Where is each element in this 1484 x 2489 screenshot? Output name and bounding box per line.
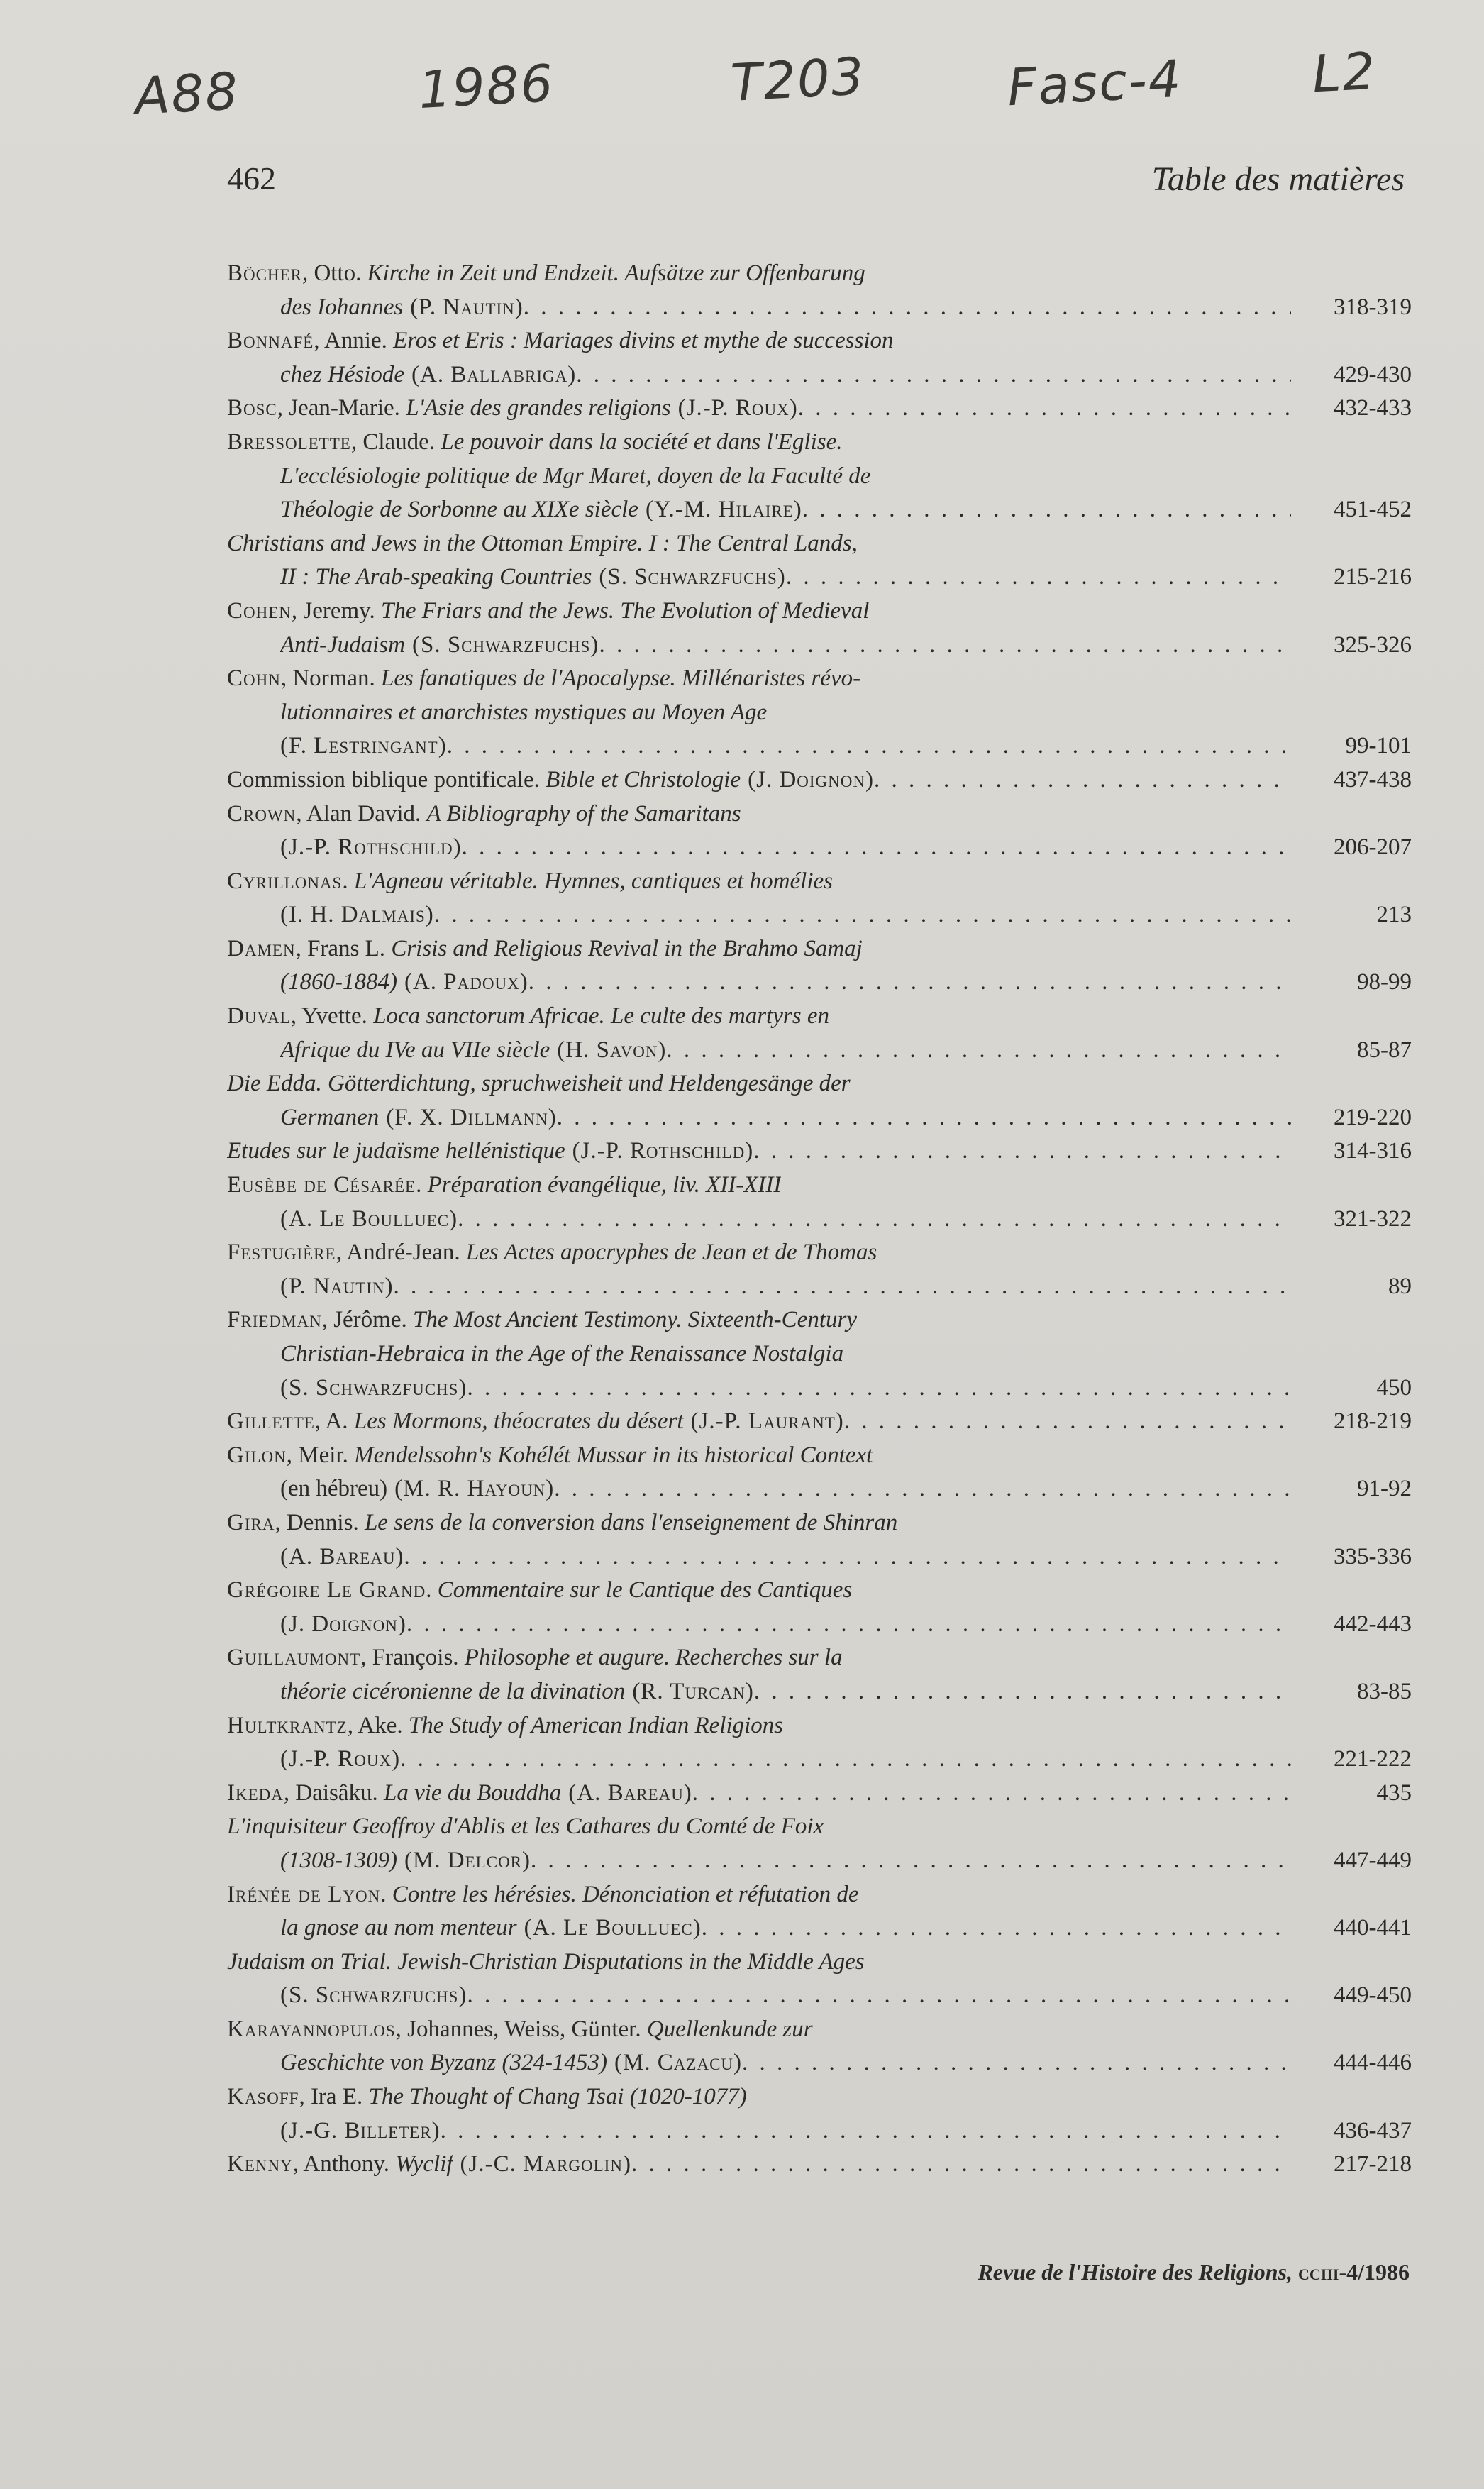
reviewer: (J.-P. Rothschild) (572, 1138, 754, 1164)
page-range: 435 (1376, 1779, 1412, 1806)
page-range: 432-433 (1334, 395, 1412, 421)
page-range: 83-85 (1357, 1678, 1412, 1704)
author-detail: , Yvette. (290, 1003, 374, 1030)
book-title: théorie cicéronienne de la divination (280, 1678, 626, 1704)
dot-leader (458, 1203, 1291, 1237)
author-detail: , Claude. (350, 429, 441, 455)
author-detail: , Frans L. (295, 935, 392, 961)
reviewer: (S. Schwarzfuchs) (411, 631, 599, 658)
toc-entry (227, 1810, 1412, 1877)
author-name: Duval (227, 1003, 291, 1030)
book-title: La vie du Bouddha (384, 1779, 562, 1806)
author-detail: , Jeremy. (291, 597, 382, 624)
reviewer: (H. Savon) (557, 1037, 667, 1063)
page-range: 321-322 (1334, 1205, 1412, 1232)
dot-leader (802, 493, 1291, 527)
book-title: Afrique du IVe au VIIe siècle (280, 1037, 550, 1063)
toc-entry (227, 865, 1412, 932)
page-range: 215-216 (1334, 564, 1412, 590)
book-title: Les Actes apocryphes de Jean et de Thomas (465, 1240, 877, 1266)
author-detail: , André-Jean. (336, 1240, 466, 1266)
book-title: Geschichte von Byzanz (324-1453) (280, 2050, 607, 2076)
reviewer: (F. Lestringant) (280, 733, 447, 759)
toc-entry (227, 1236, 1412, 1303)
book-title: L'ecclésiologie politique de Mgr Maret, doyen de la Faculté de (280, 463, 871, 489)
toc-entry (227, 1641, 1412, 1709)
author-detail: . (426, 1577, 438, 1604)
author-name: Grégoire Le Grand (227, 1577, 426, 1604)
table-of-contents (227, 257, 1412, 2182)
book-title: Le sens de la conversion dans l'enseignement de Shinran (364, 1509, 898, 1535)
dot-leader (394, 1270, 1291, 1304)
page-number: 462 (227, 160, 276, 197)
author-detail: , Norman. (280, 666, 381, 692)
page-range: 85-87 (1357, 1037, 1412, 1063)
toc-entry (227, 798, 1412, 865)
author-name: Kenny (227, 2151, 293, 2178)
dot-leader (844, 1405, 1291, 1439)
author-detail: , Jérôme. (321, 1307, 413, 1333)
author-detail: . (342, 868, 354, 894)
page-range: 440-441 (1334, 1915, 1412, 1941)
book-title: Mendelssohn's Kohélét Mussar in its historical Context (354, 1442, 873, 1468)
author-name: Gilon (227, 1442, 287, 1468)
page-range: 221-222 (1334, 1746, 1412, 1772)
author-detail: , Meir. (286, 1442, 355, 1468)
dot-leader (692, 1777, 1291, 1811)
reviewer: (J.-G. Billeter) (280, 2117, 441, 2143)
book-title: Etudes sur le judaïsme hellénistique (227, 1138, 565, 1164)
reviewer: (J.-P. Roux) (677, 395, 798, 421)
book-title: Contre les hérésies. Dénonciation et réfutation de (392, 1881, 859, 1907)
author-name: Gillette (227, 1408, 315, 1435)
running-title: Table des matières (1151, 160, 1405, 198)
dot-leader (666, 1034, 1291, 1068)
author-name: Festugière (227, 1240, 336, 1266)
dot-leader (874, 763, 1291, 798)
reviewer: (J. Doignon) (280, 1611, 406, 1637)
book-title: des Iohannes (280, 294, 404, 320)
dot-leader (524, 291, 1291, 325)
page-range: 450 (1376, 1374, 1412, 1401)
page-range: 89 (1388, 1273, 1412, 1299)
reviewer: (M. Cazacu) (614, 2050, 743, 2076)
book-title: Germanen (280, 1104, 380, 1130)
toc-entry (227, 324, 1412, 392)
page-range: 213 (1376, 902, 1412, 928)
book-title: (1860-1884) (280, 969, 397, 995)
author-name: Böcher (227, 260, 302, 286)
toc-entry (227, 1946, 1412, 2013)
reviewer: (M. R. Hayoun) (394, 1476, 555, 1502)
toc-entry (227, 1000, 1412, 1067)
author-detail: , Anthony. (292, 2151, 396, 2178)
book-title: Philosophe et augure. Recherches sur la (464, 1645, 843, 1671)
book-title: Christian-Hebraica in the Age of the Renaissance Nostalgia (280, 1341, 844, 1367)
reviewer: (A. Bareau) (568, 1779, 692, 1806)
author-name: Crown (227, 800, 297, 827)
reviewer: (S. Schwarzfuchs) (280, 1374, 467, 1401)
journal-name: Revue de l'Histoire des Religions, (978, 2259, 1292, 2285)
book-title: The Thought of Chang Tsai (1020-1077) (368, 2084, 747, 2110)
book-title: Die Edda. Götterdichtung, spruchweisheit und Heldengesänge der (227, 1071, 851, 1097)
author-name: Gira (227, 1509, 275, 1535)
author-name: Cohn (227, 666, 281, 692)
page-range: 99-101 (1345, 733, 1412, 759)
author-name: Cohen (227, 597, 292, 624)
author-name: Hultkrantz (227, 1712, 348, 1738)
page-range: 325-326 (1334, 631, 1412, 658)
toc-entry (227, 595, 1412, 662)
handwritten-note: L2 (1310, 40, 1378, 104)
author-detail: . (380, 1881, 392, 1907)
author-detail: . (416, 1172, 428, 1198)
page-range: 318-319 (1334, 294, 1412, 320)
toc-entry (227, 1506, 1412, 1574)
toc-entry (227, 426, 1412, 527)
author-detail: , Ira E. (299, 2084, 369, 2110)
handwritten-note: A88 (133, 61, 240, 126)
author-name: Irénée de Lyon (227, 1881, 381, 1907)
journal-footer (978, 2259, 1410, 2285)
toc-entry (227, 1405, 1412, 1439)
reviewer: (J.-P. Laurant) (690, 1408, 844, 1435)
page-range: 449-450 (1334, 1982, 1412, 2009)
reviewer: (A. Bareau) (280, 1543, 404, 1569)
book-title: Loca sanctorum Africae. Le culte des martyrs en (373, 1003, 829, 1030)
page-range: 436-437 (1334, 2117, 1412, 2143)
dot-leader (462, 831, 1291, 865)
page-range: 437-438 (1334, 766, 1412, 793)
author-name: Kasoff (227, 2084, 299, 2110)
page-header (227, 160, 1405, 209)
author-name: Bressolette (227, 429, 351, 455)
toc-entry (227, 1574, 1412, 1641)
dot-leader (702, 1911, 1291, 1946)
author-name: Bonnafé (227, 328, 314, 354)
toc-entry (227, 1777, 1412, 1811)
reviewer: (I. H. Dalmais) (280, 902, 434, 928)
book-title: Christians and Jews in the Ottoman Empire. I : The Central Lands, (227, 530, 858, 556)
dot-leader (742, 2046, 1291, 2080)
dot-leader (531, 1844, 1291, 1878)
dot-leader (631, 2148, 1291, 2182)
toc-entry (227, 763, 1412, 798)
reviewer: (Y.-M. Hilaire) (645, 497, 802, 523)
reviewer: (S. Schwarzfuchs) (599, 564, 786, 590)
dot-leader (434, 898, 1291, 932)
author-name: Friedman (227, 1307, 322, 1333)
page-range: 314-316 (1334, 1138, 1412, 1164)
book-title: The Study of American Indian Religions (408, 1712, 784, 1738)
book-title: Préparation évangélique, liv. XII-XIII (427, 1172, 782, 1198)
dot-leader (404, 1540, 1291, 1574)
toc-entry (227, 2148, 1412, 2182)
author-detail: , Daisâku. (283, 1779, 384, 1806)
reviewer: (M. Delcor) (404, 1847, 531, 1873)
dot-leader (576, 358, 1291, 392)
page-range: 98-99 (1357, 969, 1412, 995)
author-detail: (en hébreu) (280, 1476, 388, 1502)
toc-entry (227, 1169, 1412, 1236)
toc-entry (227, 527, 1412, 595)
page-range: 219-220 (1334, 1104, 1412, 1130)
author-detail: , Annie. (314, 328, 394, 354)
toc-entry (227, 1135, 1412, 1169)
book-title: The Most Ancient Testimony. Sixteenth-Century (412, 1307, 857, 1333)
book-title: lutionnaires et anarchistes mystiques au Moyen Age (280, 699, 768, 725)
toc-entry (227, 392, 1412, 426)
book-title: II : The Arab-speaking Countries (280, 564, 592, 590)
page-range: 442-443 (1334, 1611, 1412, 1637)
book-title: (1308-1309) (280, 1847, 397, 1873)
toc-entry (227, 2013, 1412, 2080)
toc-entry (227, 1709, 1412, 1777)
author-name: Guillaumont (227, 1645, 361, 1671)
dot-leader (554, 1472, 1291, 1506)
book-title: Théologie de Sorbonne au XIXe siècle (280, 497, 638, 523)
book-title: Les fanatiques de l'Apocalypse. Millénaristes révo- (380, 666, 861, 692)
page-range: 335-336 (1334, 1543, 1412, 1569)
reviewer: (P. Nautin) (280, 1273, 394, 1299)
book-title: The Friars and the Jews. The Evolution of Medieval (381, 597, 870, 624)
book-title: Kirche in Zeit und Endzeit. Aufsätze zur Offenbarung (367, 260, 865, 286)
reviewer: (S. Schwarzfuchs) (280, 1982, 467, 2009)
page-range: 429-430 (1334, 361, 1412, 387)
reviewer: (A. Le Boulluec) (280, 1205, 458, 1232)
reviewer: (F. X. Dillmann) (386, 1104, 557, 1130)
dot-leader (467, 1979, 1291, 2013)
page-range: 218-219 (1334, 1408, 1412, 1435)
dot-leader (557, 1101, 1291, 1135)
dot-leader (400, 1743, 1291, 1777)
author-detail: , François. (360, 1645, 465, 1671)
reviewer: (A. Padoux) (404, 969, 528, 995)
dot-leader (786, 561, 1291, 595)
book-title: Anti-Judaism (280, 631, 405, 658)
author-detail: , Jean-Marie. (277, 395, 406, 421)
book-title: Crisis and Religious Revival in the Brahmo Samaj (391, 935, 863, 961)
author-detail: , Johannes, Weiss, Günter. (395, 2016, 647, 2042)
reviewer: (J. Doignon) (748, 766, 874, 793)
dot-leader (467, 1372, 1291, 1406)
author-detail: , Otto. (301, 260, 367, 286)
author-detail: , Dennis. (275, 1509, 365, 1535)
dot-leader (599, 629, 1291, 663)
dot-leader (754, 1675, 1291, 1709)
toc-entry (227, 2080, 1412, 2148)
page-range: 444-446 (1334, 2050, 1412, 2076)
handwritten-note: 1986 (416, 53, 556, 120)
author-name: Cyrillonas (227, 868, 343, 894)
handwritten-note: T203 (729, 46, 867, 113)
author-detail: , Alan David. (296, 800, 427, 827)
reviewer: (J.-P. Rothschild) (280, 834, 462, 861)
page-range: 206-207 (1334, 834, 1412, 861)
book-title: Eros et Eris : Mariages divins et mythe de succession (393, 328, 894, 354)
book-title: Judaism on Trial. Jewish-Christian Disputations in the Middle Ages (227, 1948, 865, 1975)
page-range: 451-452 (1334, 497, 1412, 523)
dot-leader (406, 1608, 1291, 1642)
toc-entry (227, 1439, 1412, 1506)
toc-entry (227, 257, 1412, 324)
reviewer: (A. Le Boulluec) (524, 1915, 702, 1941)
book-title: A Bibliography of the Samaritans (426, 800, 741, 827)
book-title: Le pouvoir dans la société et dans l'Eglise. (441, 429, 843, 455)
reviewer: (J.-C. Margolin) (460, 2151, 631, 2178)
page-range: 447-449 (1334, 1847, 1412, 1873)
author-detail: , Ake. (347, 1712, 409, 1738)
dot-leader (447, 729, 1291, 763)
author-detail: Commission biblique pontificale. (227, 766, 546, 793)
dot-leader (528, 966, 1291, 1000)
handwritten-note: Fasc-4 (1005, 48, 1184, 118)
author-name: Bosc (227, 395, 277, 421)
toc-entry (227, 1878, 1412, 1946)
page-range: 217-218 (1334, 2151, 1412, 2178)
toc-entry (227, 1067, 1412, 1135)
dot-leader (753, 1135, 1291, 1169)
toc-entry (227, 662, 1412, 763)
book-title: Les Mormons, théocrates du désert (353, 1408, 684, 1435)
book-title: Commentaire sur le Cantique des Cantiques (437, 1577, 853, 1604)
toc-entry (227, 1303, 1412, 1405)
book-title: Quellenkunde zur (646, 2016, 813, 2042)
handwritten-annotations (0, 40, 1484, 149)
book-title: Bible et Christologie (546, 766, 741, 793)
author-name: Damen (227, 935, 296, 961)
reviewer: (A. Ballabriga) (411, 361, 577, 387)
reviewer: (P. Nautin) (410, 294, 524, 320)
reviewer: (J.-P. Roux) (280, 1746, 401, 1772)
book-title: la gnose au nom menteur (280, 1915, 517, 1941)
page-range: 91-92 (1357, 1476, 1412, 1502)
toc-entry (227, 932, 1412, 1000)
dot-leader (798, 392, 1291, 426)
author-name: Ikeda (227, 1779, 284, 1806)
author-detail: , A. (314, 1408, 354, 1435)
dot-leader (441, 2114, 1291, 2148)
journal-issue: cciii-4/1986 (1297, 2259, 1410, 2285)
book-title: chez Hésiode (280, 361, 405, 387)
author-name: Eusèbe de Césarée (227, 1172, 416, 1198)
author-name: Karayannopulos (227, 2016, 396, 2042)
book-title: L'Agneau véritable. Hymnes, cantiques et homélies (353, 868, 833, 894)
reviewer: (R. Turcan) (632, 1678, 754, 1704)
book-title: L'inquisiteur Geoffroy d'Ablis et les Cathares du Comté de Foix (227, 1814, 824, 1840)
book-title: L'Asie des grandes religions (406, 395, 671, 421)
book-title: Wyclif (395, 2151, 453, 2178)
